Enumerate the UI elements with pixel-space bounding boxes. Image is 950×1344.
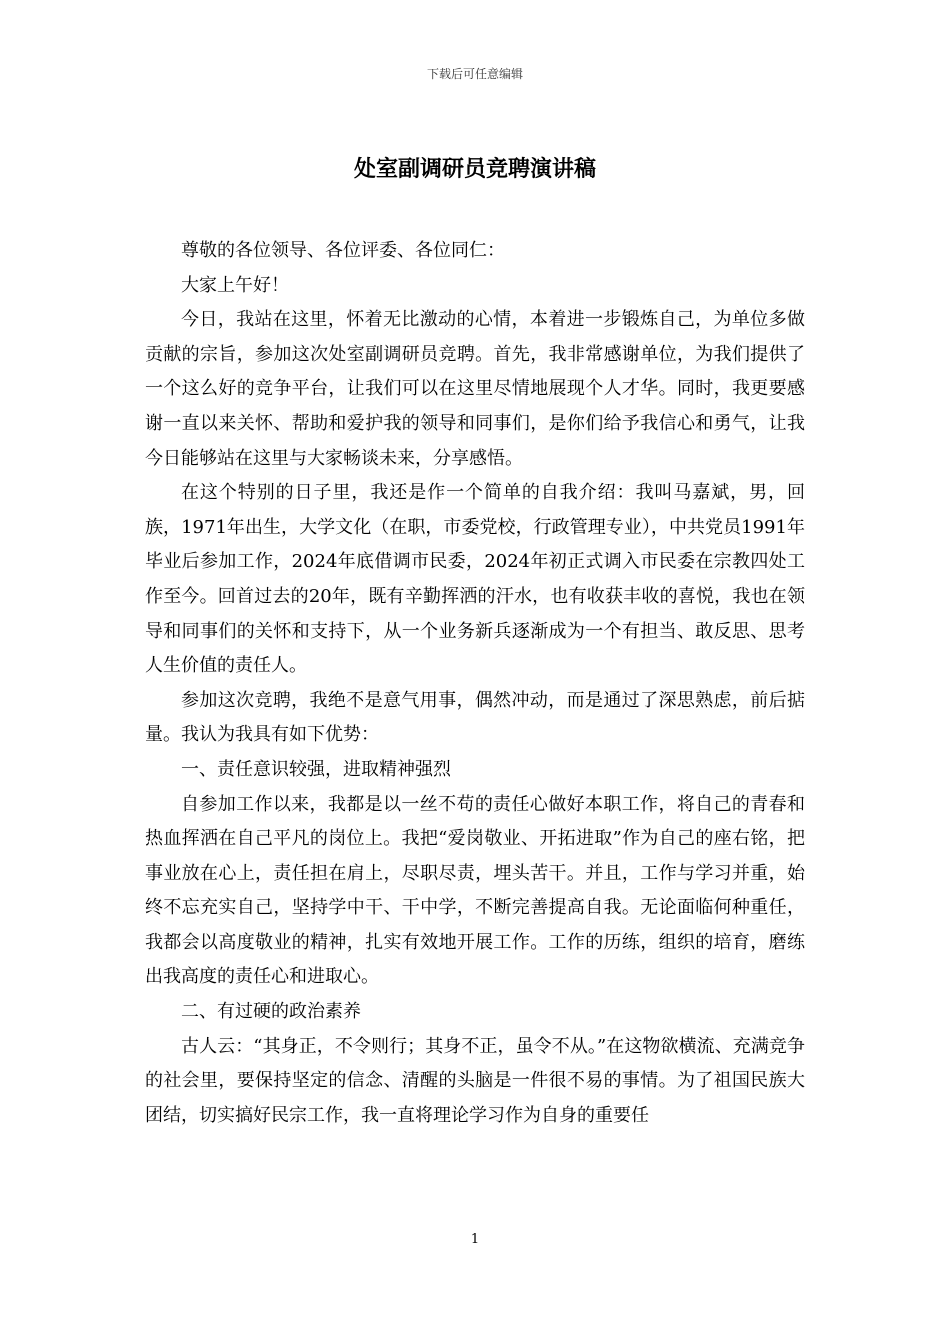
paragraph-political: 古人云：“其身正，不令则行；其身不正，虽令不从。”在这物欲横流、充满竞争的社会里，要保持坚定的信念、清醒的头脑是一件很不易的事情。为了祖国民族大团结，切实搞好民宗工作，我一直将理论学习作为自身的重要任 — [145, 1035, 805, 1126]
paragraph-motivation: 参加这次竞聘，我绝不是意气用事，偶然冲动，而是通过了深思熟虑，前后掂量。我认为我具有如下优势： — [145, 689, 805, 746]
paragraph-self-introduction: 在这个特别的日子里，我还是作一个简单的自我介绍：我叫马嘉斌，男，回族，1971年出生，大学文化（在职，市委党校，行政管理专业），中共党员1991年毕业后参加工作，2024年底借调市民委，2024年初正式调入市民委在宗教四处工作至今。回首过去的20年，既有辛勤挥洒的汗水，也有收获丰收的喜悦，我也在领导和同事们的关怀和支持下，从一个业务新兵逐渐成为一个有担当、敢反思、思考人生价值的责任人。 — [145, 482, 805, 677]
section-heading-2: 二、有过硬的政治素养 — [181, 1001, 361, 1023]
paragraph-responsibility: 自参加工作以来，我都是以一丝不苟的责任心做好本职工作，将自己的青春和热血挥洒在自己平凡的岗位上。我把“爱岗敬业、开拓进取”作为自己的座右铭，把事业放在心上，责任担在肩上，尽职尽责，埋头苦干。并且，工作与学习并重，始终不忘充实自己，坚持学中干、干中学，不断完善提高自我。无论面临何种重任，我都会以高度敬业的精神，扎实有效地开展工作。工作的历练，组织的培育，磨练出我高度的责任心和进取心。 — [145, 793, 805, 988]
document-title: 处室副调研员竞聘演讲稿 — [353, 156, 596, 182]
document-body — [145, 234, 805, 1133]
header-note: 下载后可任意编辑 — [426, 67, 523, 81]
page-number: 1 — [470, 1232, 480, 1247]
paragraph-salutation: 尊敬的各位领导、各位评委、各位同仁： — [181, 240, 505, 261]
section-heading-1: 一、责任意识较强，进取精神强烈 — [181, 758, 451, 780]
paragraph-opening: 今日，我站在这里，怀着无比激动的心情，本着进一步锻炼自己，为单位多做贡献的宗旨，参加这次处室副调研员竞聘。首先，我非常感谢单位，为我们提供了一个这么好的竞争平台，让我们可以在这里尽情地展现个人才华。同时，我更要感谢一直以来关怀、帮助和爱护我的领导和同事们，是你们给予我信心和勇气，让我今日能够站在这里与大家畅谈未来，分享感悟。 — [145, 309, 805, 469]
paragraph-greeting: 大家上午好！ — [181, 274, 289, 296]
